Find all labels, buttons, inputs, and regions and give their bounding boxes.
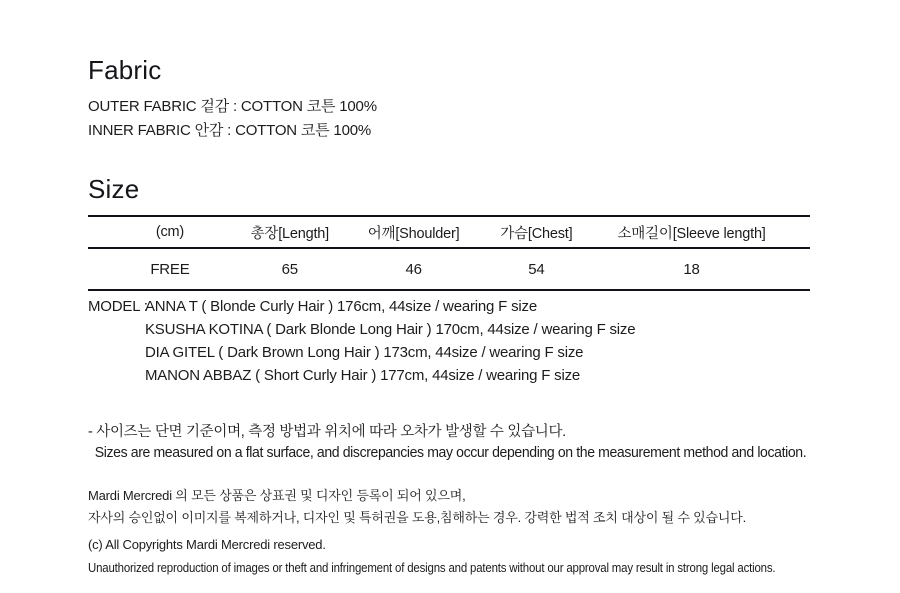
measurement-note <box>88 422 815 464</box>
chest-value: 54 <box>528 260 545 278</box>
size-table-header-unit: (cm) <box>155 224 185 240</box>
trademark-notice-line2: 자사의 승인없이 이미지를 복제하거나, 디자인 및 특허권을 도용,침해하는 경우. 강력한 법적 조치 대상이 될 수 있습니다. <box>88 510 747 525</box>
copyright-line: (c) All Copyrights Mardi Mercredi reserved. <box>88 537 326 552</box>
inner-fabric-line: INNER FABRIC 안감 : COTTON 코튼 100% <box>88 122 371 139</box>
measurement-note-en: Sizes are measured on a flat surface, and discrepancies may occur depending on the measurement method and location. <box>94 445 807 461</box>
model-entry: KSUSHA KOTINA ( Dark Blonde Long Hair ) 170cm, 44size / wearing F size <box>145 321 636 338</box>
length-value: 65 <box>281 260 298 278</box>
measurement-note-ko: - 사이즈는 단면 기준이며, 측정 방법과 위치에 따라 오차가 발생할 수 있습니다. <box>88 424 566 440</box>
size-section-title: Size <box>88 174 140 204</box>
model-entry: ANNA T ( Blonde Curly Hair ) 176cm, 44size / wearing F size <box>145 298 537 315</box>
fabric-section-title: Fabric <box>88 55 162 85</box>
trademark-notice-line1: Mardi Mercredi 의 모든 상품은 상표권 및 디자인 등록이 되어 있으며, <box>88 488 466 503</box>
size-table <box>88 215 810 291</box>
model-label: MODEL : <box>88 298 148 315</box>
copyright-line-en: Unauthorized reproduction of images or theft and infringement of designs and patents without our approval may result in strong legal actions. <box>88 560 776 575</box>
shoulder-value: 46 <box>405 260 422 278</box>
sleeve-value: 18 <box>683 260 700 278</box>
size-table-row-free <box>88 249 810 289</box>
size-table-header-shoulder: 어깨[Shoulder] <box>367 225 460 242</box>
copyright-notice <box>88 533 815 579</box>
trademark-notice <box>88 485 815 529</box>
size-table-header-chest: 가슴[Chest] <box>500 225 573 242</box>
model-entry: DIA GITEL ( Dark Brown Long Hair ) 173cm, 44size / wearing F size <box>145 344 584 361</box>
size-label-free: FREE <box>150 260 190 278</box>
model-info <box>88 295 815 387</box>
size-table-header-sleeve: 소매길이[Sleeve length] <box>617 225 766 242</box>
model-line <box>88 295 815 318</box>
size-table-header-row <box>88 217 810 249</box>
fabric-info <box>88 95 815 143</box>
model-entry: MANON ABBAZ ( Short Curly Hair ) 177cm, 44size / wearing F size <box>145 367 581 384</box>
outer-fabric-line: OUTER FABRIC 겉감 : COTTON 코튼 100% <box>88 98 377 115</box>
size-table-header-length: 총장[Length] <box>250 225 329 242</box>
